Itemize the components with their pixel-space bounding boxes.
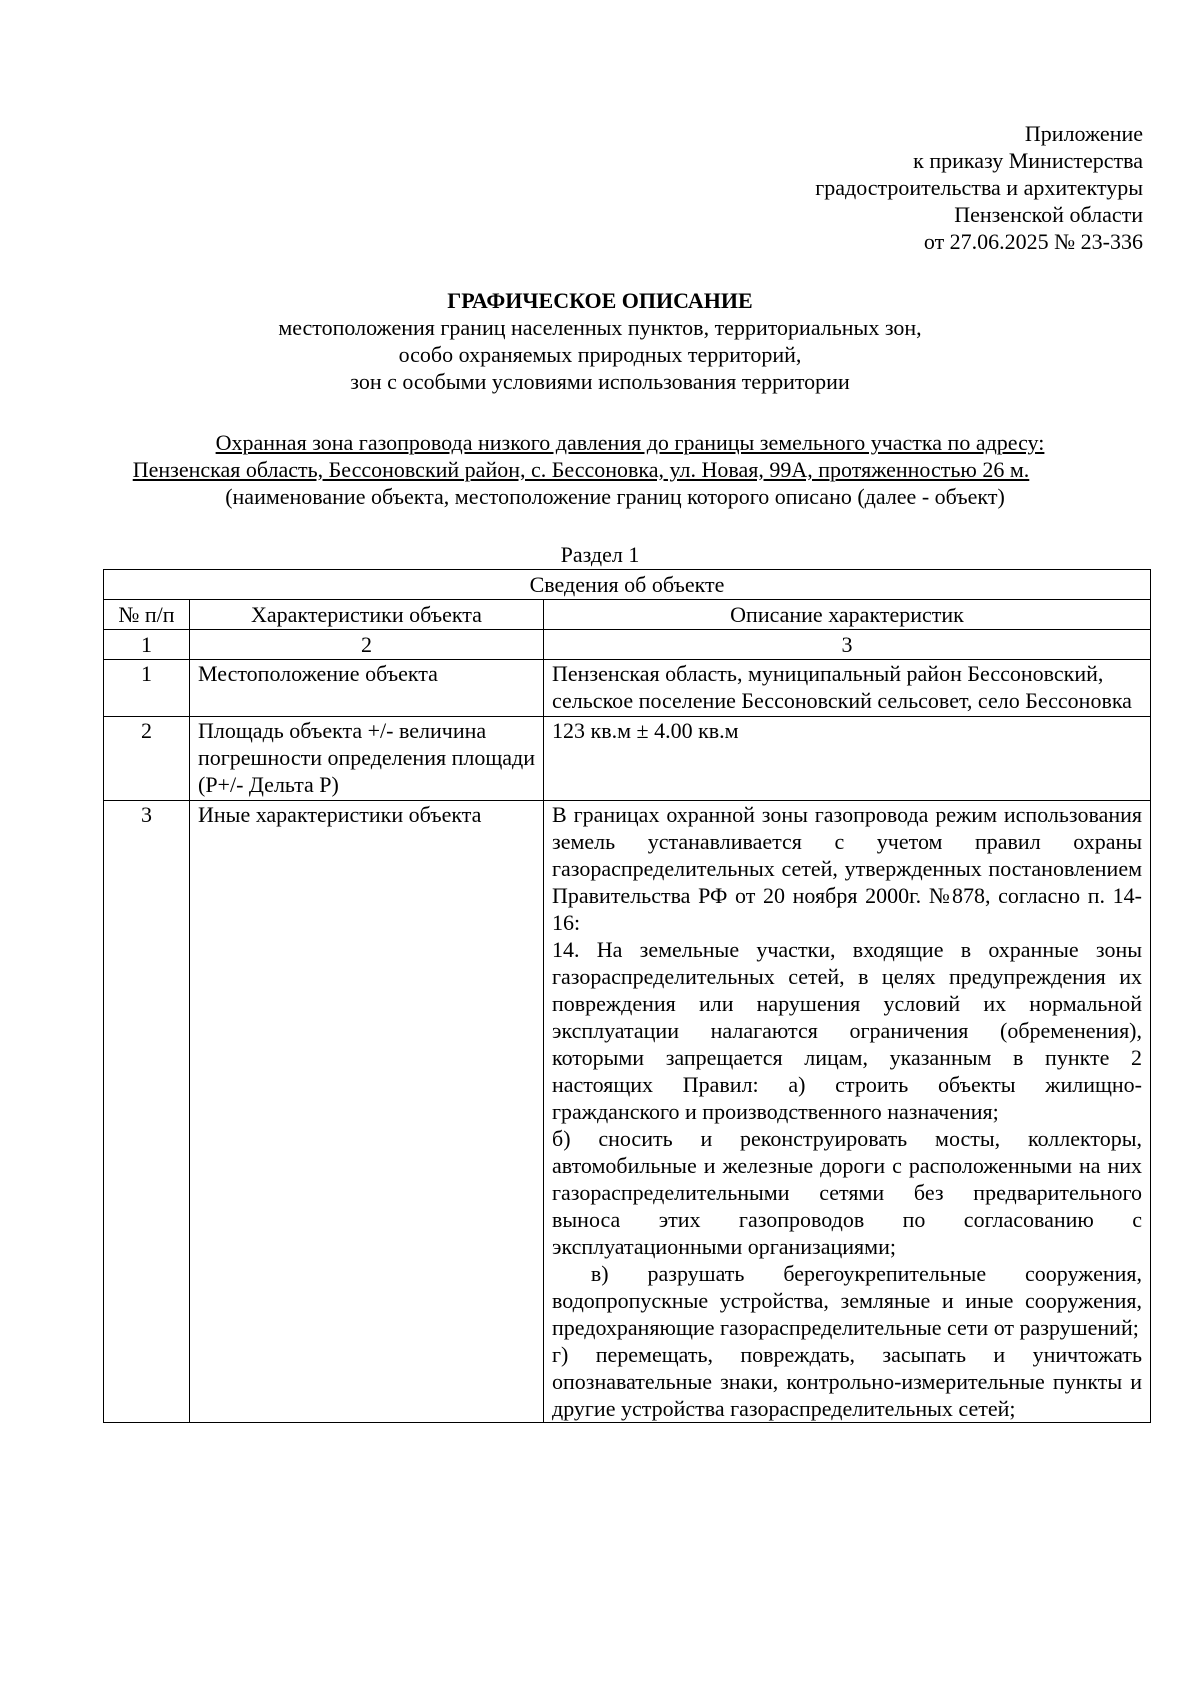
appendix-line: Пензенской области — [954, 202, 1143, 227]
description-paragraph: 14. На земельные участки, входящие в охранные зоны газораспределительных сетей, в целях предупреждения их повреждения или нарушения условий их нормальной эксплуатации налагаются ограничения (обременения), которыми запрещается лицам, указанным в пункте 2 настоящих Правил: а) строить объекты жилищно-гражданского и производственного назначения; — [552, 937, 1143, 1124]
column-number: 1 — [104, 630, 190, 660]
column-number: 2 — [190, 630, 544, 660]
description-paragraph: в) разрушать берегоукрепительные сооружения, водопропускные устройства, земляные и иные сооружения, предохраняющие газораспределительные сети от разрушений; — [552, 1261, 1148, 1340]
table-row — [104, 801, 1151, 1423]
table-row — [104, 717, 1151, 801]
appendix-header — [815, 120, 1143, 255]
row-number: 2 — [104, 717, 190, 801]
row-characteristic: Площадь объекта +/- величина погрешности определения площади (Р+/- Дельта Р) — [190, 717, 544, 801]
object-name-line-2-wrap — [0, 456, 1200, 483]
column-header-characteristic: Характеристики объекта — [190, 600, 544, 630]
description-paragraph: б) сносить и реконструировать мосты, коллекторы, автомобильные и железные дороги с расположенными на них газораспределительными сетями без предварительного выноса этих газопроводов по согласованию с эксплуатационными организациями; — [552, 1126, 1143, 1259]
column-header-number: № п/п — [104, 600, 190, 630]
description-paragraph: В границах охранной зоны газопровода режим использования земель устанавливается с учетом правил охраны газораспределительных сетей, утвержденных постановлением Правительства РФ от 20 ноября 2000г. №878, согласно п. 14-16: — [552, 802, 1143, 935]
column-number: 3 — [544, 630, 1151, 660]
object-name-caption: (наименование объекта, местоположение границ которого описано (далее - объект) — [225, 484, 1005, 509]
row-description: 123 кв.м ± 4.00 кв.м — [544, 717, 1151, 801]
document-subtitle-line: особо охраняемых природных территорий, — [398, 342, 802, 367]
row-description-paragraphs — [544, 801, 1151, 1423]
object-name-line-1-wrap — [0, 429, 1200, 456]
object-name-line-2: Пензенская область, Бессоновский район, с. Бессоновка, ул. Новая, 99А, протяженностью 26 м. — [132, 457, 1030, 482]
table-title: Сведения об объекте — [104, 570, 1151, 600]
appendix-date-number: от 27.06.2025 № 23-336 — [923, 229, 1143, 254]
table-numbering-row — [104, 630, 1151, 660]
appendix-line: Приложение — [1024, 121, 1143, 146]
section-label: Раздел 1 — [560, 542, 640, 567]
row-characteristic: Местоположение объекта — [190, 660, 544, 717]
table-title-row — [104, 570, 1151, 600]
row-number: 3 — [104, 801, 190, 1423]
row-characteristic: Иные характеристики объекта — [190, 801, 544, 1423]
column-header-description: Описание характеристик — [544, 600, 1151, 630]
document-subtitle-line: местоположения границ населенных пунктов, территориальных зон, — [278, 315, 922, 340]
object-name-line-1: Охранная зона газопровода низкого давления до границы земельного участка по адресу: — [215, 430, 1045, 455]
document-title-block — [0, 287, 1200, 395]
description-paragraph: г) перемещать, повреждать, засыпать и уничтожать опознавательные знаки, контрольно-измерительные пункты и другие устройства газораспределительных сетей; — [552, 1342, 1143, 1421]
document-title: ГРАФИЧЕСКОЕ ОПИСАНИЕ — [447, 288, 753, 313]
appendix-line: к приказу Министерства — [913, 148, 1143, 173]
appendix-line: градостроительства и архитектуры — [815, 175, 1143, 200]
row-description: Пензенская область, муниципальный район Бессоновский, сельское поселение Бессоновский сельсовет, село Бессоновка — [544, 660, 1151, 717]
row-number: 1 — [104, 660, 190, 717]
table-row — [104, 660, 1151, 717]
object-name-block — [0, 429, 1200, 510]
document-subtitle-line: зон с особыми условиями использования территории — [350, 369, 850, 394]
table-header-row — [104, 600, 1151, 630]
object-info-table — [103, 569, 1151, 1423]
